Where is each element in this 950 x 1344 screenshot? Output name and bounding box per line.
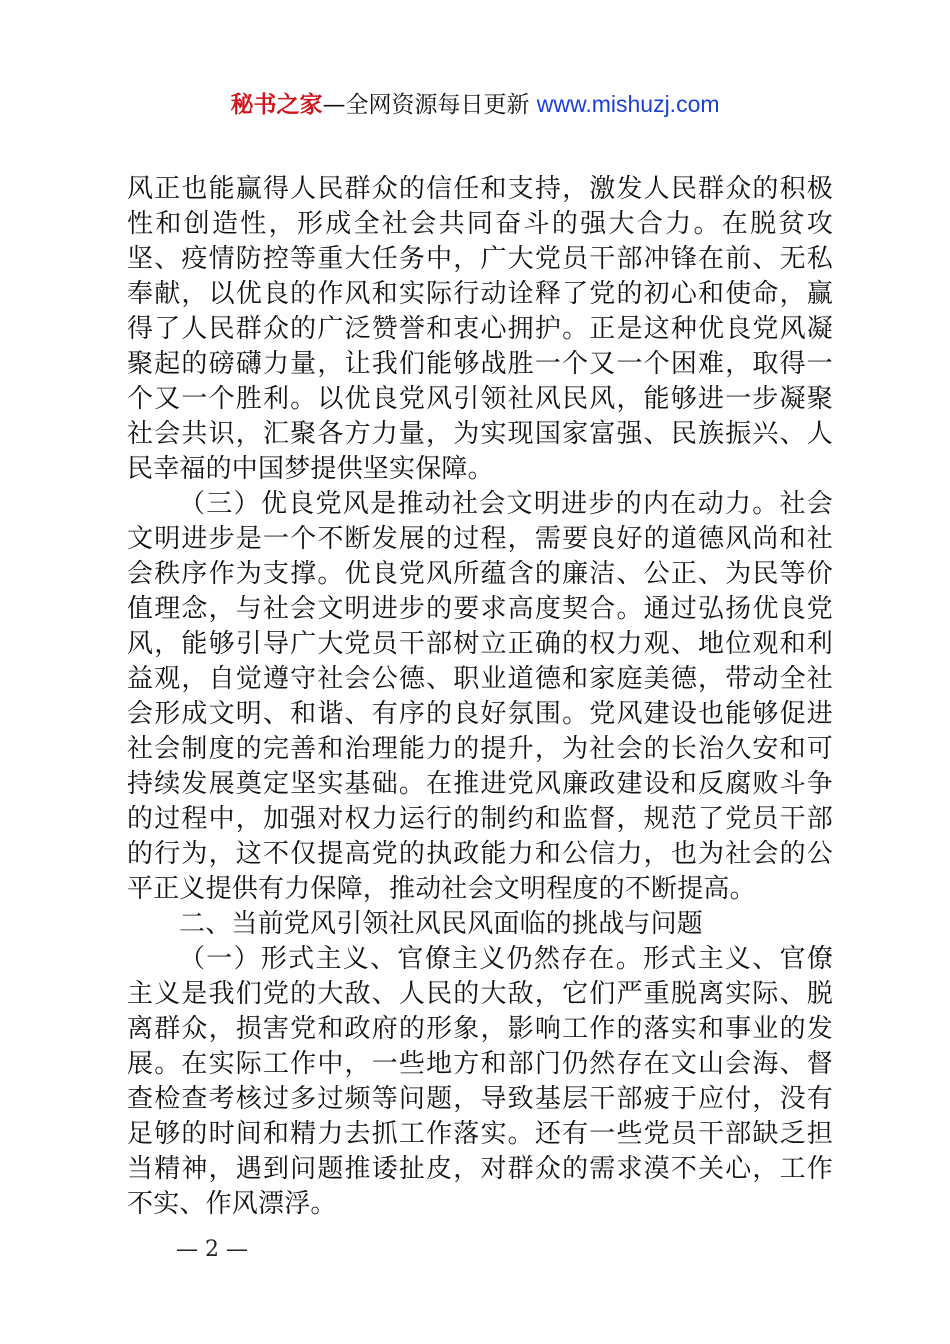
site-slogan: —全网资源每日更新 bbox=[322, 92, 530, 118]
page-number: — 2 — bbox=[176, 1237, 248, 1262]
page-header bbox=[0, 88, 950, 121]
body-paragraph-3: （一）形式主义、官僚主义仍然存在。形式主义、官僚主义是我们党的大敌、人民的大敌，它们严重脱离实际、脱离群众，损害党和政府的形象，影响工作的落实和事业的发展。在实际工作中，一些地方和部门仍然存在文山会海、督查检查考核过多过频等问题，导致基层干部疲于应付，没有足够的时间和精力去抓工作落实。还有一些党员干部缺乏担当精神，遇到问题推诿扯皮，对群众的需求漠不关心，工作不实、作风漂浮。 bbox=[127, 944, 833, 1219]
section-heading: 二、当前党风引领社风民风面临的挑战与问题 bbox=[179, 909, 704, 939]
document-body bbox=[127, 172, 833, 1222]
site-brand: 秘书之家 bbox=[230, 92, 323, 118]
body-paragraph-1: 风正也能赢得人民群众的信任和支持，激发人民群众的积极性和创造性，形成全社会共同奋斗的强大合力。在脱贫攻坚、疫情防控等重大任务中，广大党员干部冲锋在前、无私奉献，以优良的作风和实际行动诠释了党的初心和使命，赢得了人民群众的广泛赞誉和衷心拥护。正是这种优良党风凝聚起的磅礴力量，让我们能够战胜一个又一个困难，取得一个又一个胜利。以优良党风引领社风民风，能够进一步凝聚社会共识，汇聚各方力量，为实现国家富强、民族振兴、人民幸福的中国梦提供坚实保障。 bbox=[127, 174, 833, 484]
body-paragraph-2: （三）优良党风是推动社会文明进步的内在动力。社会文明进步是一个不断发展的过程，需要良好的道德风尚和社会秩序作为支撑。优良党风所蕴含的廉洁、公正、为民等价值理念，与社会文明进步的要求高度契合。通过弘扬优良党风，能够引导广大党员干部树立正确的权力观、地位观和利益观，自觉遵守社会公德、职业道德和家庭美德，带动全社会形成文明、和谐、有序的良好氛围。党风建设也能够促进社会制度的完善和治理能力的提升，为社会的长治久安和可持续发展奠定坚实基础。在推进党风廉政建设和反腐败斗争的过程中，加强对权力运行的制约和监督，规范了党员干部的行为，这不仅提高党的执政能力和公信力，也为社会的公平正义提供有力保障，推动社会文明程度的不断提高。 bbox=[127, 489, 833, 904]
site-url-link[interactable]: www.mishuzj.com bbox=[536, 91, 720, 117]
